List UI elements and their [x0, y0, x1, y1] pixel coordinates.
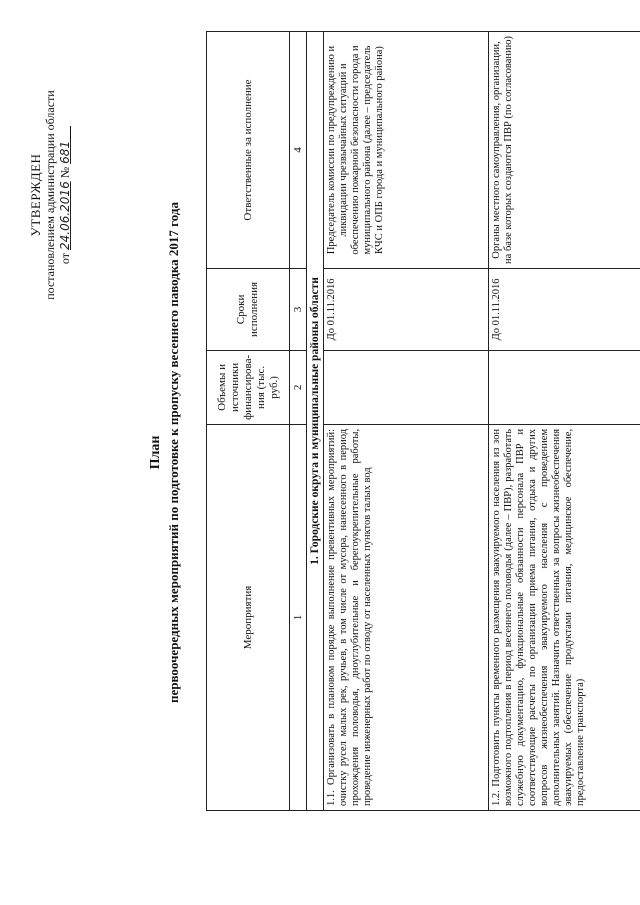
header-row [207, 32, 290, 811]
responsible-cell: Органы местного самоуправления, организации, на базе которых создаются ПВР (по согласованию) [489, 32, 640, 269]
handwritten-number: 681 [58, 140, 72, 164]
document-subtitle: первоочередных мероприятий по подготовке к пропуску весеннего паводка 2017 года [166, 202, 181, 703]
deadline-cell: До 01.11.2016 [324, 269, 489, 351]
header-measures: Мероприятия [207, 424, 290, 810]
header-funding: Объемы и источники финансирова-ния (тыс. руб.) [207, 350, 290, 424]
col-number: 3 [290, 269, 307, 351]
number-label: № [58, 166, 72, 179]
document-title: План [148, 435, 163, 470]
approval-block [28, 30, 73, 360]
col-number: 2 [290, 350, 307, 424]
col-number: 4 [290, 32, 307, 269]
header-deadline: Сроки исполнения [207, 269, 290, 351]
approval-decree: постановлением администрации области [43, 90, 57, 300]
responsible-cell: Председатель комиссии по предупреждению и ликвидации чрезвычайных ситуаций и обеспечению пожарной безопасности города и муниципального района (далее – председатель КЧС и ОПБ города и муниципального района) [324, 32, 489, 269]
measure-cell: 1.1. Организовать в плановом порядке выполнение превентивных мероприятий: очистку русел малых рек, ручьев, в том числе от мусора, нанесенного в период прохождения половодья, дноуглубительные и берегоукрепительные работы, проведение инженерных работ по отводу от населенных пунктов талых вод [324, 424, 489, 810]
deadline-cell: До 01.11.2016 [489, 269, 640, 351]
section-row [307, 32, 324, 811]
table-row [324, 32, 489, 811]
header-responsible: Ответственные за исполнение [207, 32, 290, 269]
funding-cell [489, 350, 640, 424]
plan-table [206, 31, 640, 811]
funding-cell [324, 350, 489, 424]
table-row [489, 32, 640, 811]
col-number: 1 [290, 424, 307, 810]
handwritten-date: 24.06.2016 [58, 181, 72, 250]
measure-cell: 1.2. Подготовить пункты временного размещения эвакуируемого населения из зон возможного подтопления в период весеннего половодья (далее – ПВР), разработать служебную документацию, функциональные обязанности персонала ПВР и соответствующие расчеты по организации приема питания, отдыха и других вопросов жизнеобеспечения эвакуируемого населения с проведением дополнительных занятий. Назначить ответственных за вопросы жизнеобеспечения эвакуируемых (обеспечение продуктами питания, медицинское обеспечение, предоставление транспорта) [489, 424, 640, 810]
approval-heading: УТВЕРЖДЕН [28, 153, 43, 237]
section-title: 1. Городские округа и муниципальные районы области [307, 32, 324, 811]
from-label: от [58, 253, 72, 265]
column-number-row [290, 32, 307, 811]
approval-date-line [58, 30, 73, 360]
